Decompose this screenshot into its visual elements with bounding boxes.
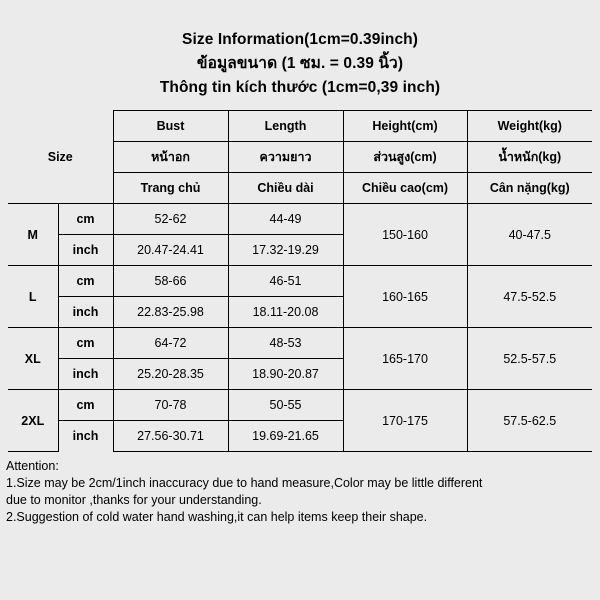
cell-length-cm-l: 46-51 xyxy=(228,266,343,297)
column-header-length-vi: Chiều dài xyxy=(228,173,343,204)
cell-height-l: 160-165 xyxy=(343,266,467,328)
attention-notes xyxy=(0,452,600,526)
cell-weight-2xl: 57.5-62.5 xyxy=(467,390,592,452)
column-header-weight-th: น้ำหนัก(kg) xyxy=(467,142,592,173)
unit-inch: inch xyxy=(58,297,113,328)
title-line-english: Size Information(1cm=0.39inch) xyxy=(182,31,418,48)
size-table-wrapper xyxy=(0,110,600,452)
column-header-bust-vi: Trang chủ xyxy=(113,173,228,204)
column-header-weight-vi: Cân nặng(kg) xyxy=(467,173,592,204)
cell-bust-cm-xl: 64-72 xyxy=(113,328,228,359)
cell-length-inch-2xl: 19.69-21.65 xyxy=(228,421,343,452)
table-row xyxy=(8,204,592,235)
column-header-height-en: Height(cm) xyxy=(343,111,467,142)
unit-cm: cm xyxy=(58,390,113,421)
cell-bust-cm-l: 58-66 xyxy=(113,266,228,297)
table-row xyxy=(8,328,592,359)
cell-height-2xl: 170-175 xyxy=(343,390,467,452)
cell-bust-inch-m: 20.47-24.41 xyxy=(113,235,228,266)
cell-bust-inch-xl: 25.20-28.35 xyxy=(113,359,228,390)
column-header-length-en: Length xyxy=(228,111,343,142)
header-row-english xyxy=(8,111,592,142)
cell-bust-cm-2xl: 70-78 xyxy=(113,390,228,421)
unit-cm: cm xyxy=(58,266,113,297)
unit-inch: inch xyxy=(58,359,113,390)
notes-title: Attention: xyxy=(6,459,59,473)
title-line-thai: ข้อมูลขนาด (1 ซม. = 0.39 นิ้ว) xyxy=(196,55,404,72)
row-size-l: L xyxy=(8,266,58,328)
cell-length-inch-l: 18.11-20.08 xyxy=(228,297,343,328)
unit-inch: inch xyxy=(58,421,113,452)
unit-cm: cm xyxy=(58,328,113,359)
cell-height-xl: 165-170 xyxy=(343,328,467,390)
cell-height-m: 150-160 xyxy=(343,204,467,266)
row-size-m: M xyxy=(8,204,58,266)
size-table xyxy=(8,110,592,452)
cell-length-cm-m: 44-49 xyxy=(228,204,343,235)
column-header-bust-en: Bust xyxy=(113,111,228,142)
cell-length-inch-m: 17.32-19.29 xyxy=(228,235,343,266)
column-header-height-th: ส่วนสูง(cm) xyxy=(343,142,467,173)
cell-weight-xl: 52.5-57.5 xyxy=(467,328,592,390)
table-row xyxy=(8,266,592,297)
notes-line-3: 2.Suggestion of cold water hand washing,it can help items keep their shape. xyxy=(6,510,428,524)
page-title xyxy=(0,0,600,110)
row-size-2xl: 2XL xyxy=(8,390,58,452)
table-row xyxy=(8,390,592,421)
cell-length-cm-xl: 48-53 xyxy=(228,328,343,359)
cell-bust-inch-l: 22.83-25.98 xyxy=(113,297,228,328)
unit-cm: cm xyxy=(58,204,113,235)
cell-length-inch-xl: 18.90-20.87 xyxy=(228,359,343,390)
cell-bust-cm-m: 52-62 xyxy=(113,204,228,235)
unit-inch: inch xyxy=(58,235,113,266)
column-header-length-th: ความยาว xyxy=(228,142,343,173)
cell-weight-m: 40-47.5 xyxy=(467,204,592,266)
title-line-vietnamese: Thông tin kích thước (1cm=0,39 inch) xyxy=(159,79,441,96)
size-header-cell: Size xyxy=(8,111,113,204)
cell-weight-l: 47.5-52.5 xyxy=(467,266,592,328)
cell-bust-inch-2xl: 27.56-30.71 xyxy=(113,421,228,452)
column-header-weight-en: Weight(kg) xyxy=(467,111,592,142)
cell-length-cm-2xl: 50-55 xyxy=(228,390,343,421)
notes-line-1: 1.Size may be 2cm/1inch inaccuracy due to hand measure,Color may be little different xyxy=(6,476,483,490)
column-header-bust-th: หน้าอก xyxy=(113,142,228,173)
notes-line-2: due to monitor ,thanks for your understanding. xyxy=(6,493,262,507)
column-header-height-vi: Chiều cao(cm) xyxy=(343,173,467,204)
row-size-xl: XL xyxy=(8,328,58,390)
